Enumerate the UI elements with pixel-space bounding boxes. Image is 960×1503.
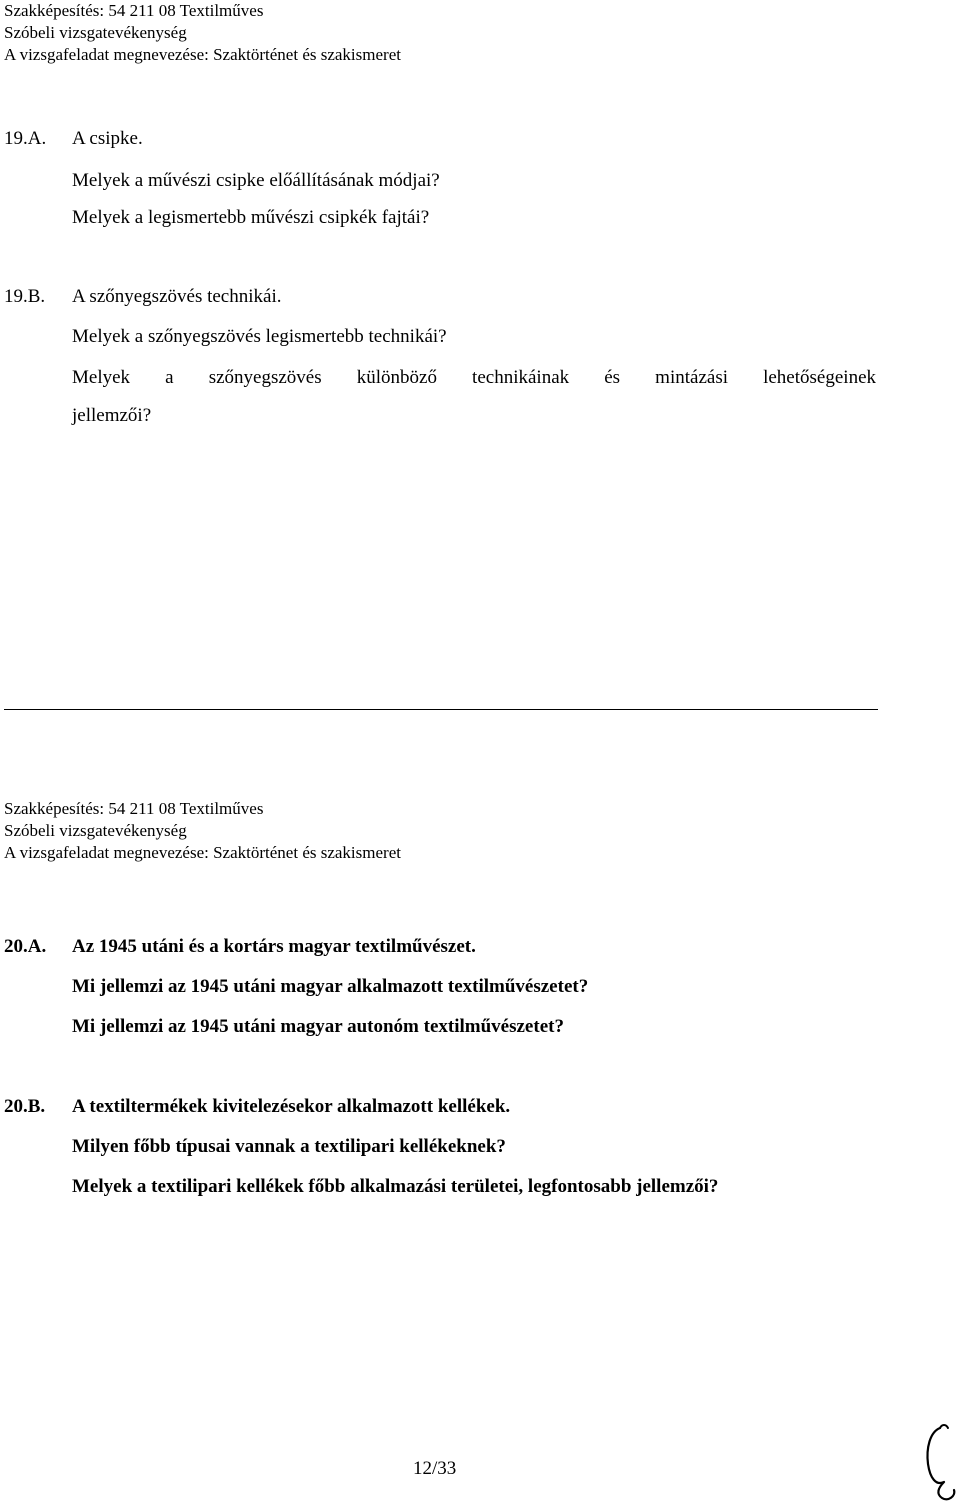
item-number: 20.B. bbox=[4, 1096, 46, 1117]
item-question: Melyek a művészi csipke előállításának módjai? bbox=[72, 170, 440, 191]
page-header bbox=[4, 0, 401, 66]
header-exam-activity: Szóbeli vizsgatevékenység bbox=[4, 821, 187, 840]
item-title: Az 1945 utáni és a kortárs magyar textilművészet. bbox=[72, 936, 476, 957]
header-qualification: Szakképesítés: 54 211 08 Textilműves bbox=[4, 1, 264, 20]
header-qualification: Szakképesítés: 54 211 08 Textilműves bbox=[4, 799, 264, 818]
header-task-name: A vizsgafeladat megnevezése: Szaktörténet és szakismeret bbox=[4, 843, 401, 862]
item-question: Melyek a szőnyegszövés különböző technikáinak és mintázási lehetőségeinek bbox=[72, 367, 876, 388]
item-number: 19.A. bbox=[4, 128, 47, 149]
item-number: 20.A. bbox=[4, 936, 47, 957]
item-question: Melyek a legismertebb művészi csipkék fajtái? bbox=[72, 207, 430, 228]
header-task-name: A vizsgafeladat megnevezése: Szaktörténet és szakismeret bbox=[4, 45, 401, 64]
item-question: Mi jellemzi az 1945 utáni magyar autonóm textilművészetet? bbox=[72, 1016, 564, 1037]
item-number: 19.B. bbox=[4, 286, 46, 307]
page-separator bbox=[4, 709, 878, 710]
item-question: Melyek a textilipari kellékek főbb alkalmazási területei, legfontosabb jellemzői? bbox=[72, 1176, 719, 1197]
page-header bbox=[4, 798, 401, 864]
item-question: Milyen főbb típusai vannak a textilipari kellékeknek? bbox=[72, 1136, 506, 1157]
item-question-continuation: jellemzői? bbox=[72, 405, 152, 426]
item-title: A szőnyegszövés technikái. bbox=[72, 286, 282, 307]
header-exam-activity: Szóbeli vizsgatevékenység bbox=[4, 23, 187, 42]
item-question: Melyek a szőnyegszövés legismertebb technikái? bbox=[72, 326, 447, 347]
item-question: Mi jellemzi az 1945 utáni magyar alkalmazott textilművészetet? bbox=[72, 976, 589, 997]
signature-mark bbox=[918, 1420, 960, 1503]
page-number: 12/33 bbox=[413, 1458, 457, 1479]
item-title: A textiltermékek kivitelezésekor alkalmazott kellékek. bbox=[72, 1096, 511, 1117]
item-title: A csipke. bbox=[72, 128, 143, 149]
